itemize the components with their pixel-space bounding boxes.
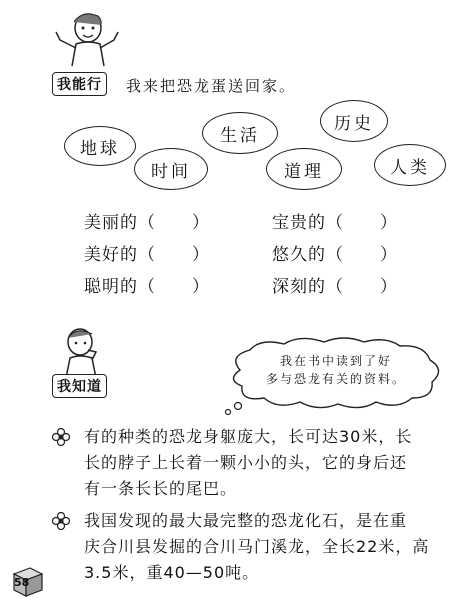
paragraph-1-line-2: 长的脖子上长着一颗小小的头，它的身后还 [84,453,408,472]
boy-illustration-icon [52,6,122,70]
egg-reason[interactable]: 道理 [266,148,342,190]
thought-line-2: 多与恐龙有关的资料。 [265,372,406,386]
instruction-text: 我来把恐龙蛋送回家。 [126,77,297,95]
flower-bullet-icon [52,428,70,446]
badge-i-know: 我知道 [52,374,107,398]
thought-line-1: 我在书中读到了好 [279,354,392,368]
page-number: 58 [14,576,30,589]
fill-right-3[interactable]: 深刻的（ ） [272,277,398,297]
fill-left-2[interactable]: 美好的（ ） [84,245,210,265]
egg-time[interactable]: 时间 [134,148,208,190]
egg-history[interactable]: 历史 [320,100,388,142]
flower-bullet-icon [52,512,70,530]
paragraph-2-line-3: 3.5米，重40—50吨。 [84,563,260,582]
badge-i-can: 我能行 [52,72,107,96]
egg-life[interactable]: 生活 [202,112,278,154]
egg-humanity[interactable]: 人类 [374,144,446,186]
paragraph-1-line-1: 有的种类的恐龙身躯庞大，长可达30米，长 [84,427,413,446]
fill-left-3[interactable]: 聪明的（ ） [84,277,210,297]
fill-left-1[interactable]: 美丽的（ ） [84,213,210,233]
fill-right-1[interactable]: 宝贵的（ ） [272,213,398,233]
fill-right-2[interactable]: 悠久的（ ） [272,245,398,265]
paragraph-1-line-3: 有一条长长的尾巴。 [84,479,238,498]
paragraph-2-line-2: 庆合川县发掘的合川马门溪龙，全长22米，高 [84,537,430,556]
thinking-boy-icon [52,322,112,382]
egg-earth[interactable]: 地球 [64,126,136,166]
paragraph-2-line-1: 我国发现的最大最完整的恐龙化石，是在重 [84,511,408,530]
